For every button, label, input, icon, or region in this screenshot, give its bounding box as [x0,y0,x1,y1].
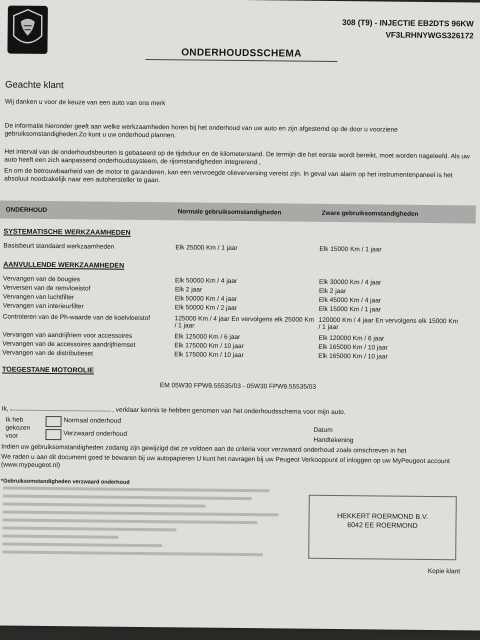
row-normal: Elk 125000 Km / 6 jaar [174,333,241,341]
greeting: Geachte klant [5,79,64,92]
normal-option-label: Normaal onderhoud [63,417,122,425]
row-task: Vervangen van interieurfilter [2,302,84,311]
row-normal: 125000 Km / 4 jaar En vervolgens elk 25000 Km / 1 jaar [174,315,315,330]
row-task: Vervangen van aandrijfriem voor accessoires [2,331,133,340]
row-task: Vervangen van de accessoires aandrijfriemset [2,340,136,349]
section-additional: AANVULLENDE WERKZAAMHEDEN [3,261,125,270]
row-normal: Elk 175000 Km / 10 jaar [174,342,244,351]
heavy-checkbox[interactable] [45,429,61,440]
signature-label: Handtekening [313,436,354,445]
row-normal: Elk 2 jaar [174,286,203,294]
normal-checkbox[interactable] [46,416,62,427]
dealer-city: 6042 EE ROERMOND [347,522,418,530]
notice-keep-document: We raden u aan dit document goed te bewaren bij uw autopapieren U kunt het navragen bij uw Peugeot Verkooppunt of inloggen op uw MyPeugeot account (www.mypeugeot.nl) [1,453,450,470]
row-heavy: Elk 120000 Km / 6 jaar [318,334,385,343]
dealer-stamp [308,495,457,561]
row-heavy: Elk 45000 Km / 4 jaar [318,296,382,305]
row-normal: Elk 25000 Km / 1 jaar [175,244,238,252]
header-heavy: Zware gebruiksomstandigheden [321,209,419,218]
row-normal: Elk 50000 Km / 2 jaar [174,304,237,312]
vehicle-vin: VF3LRHNYWGS326172 [385,30,474,41]
row-task: Verversen van de remvloeistof [2,284,91,293]
reliability-paragraph: En om de betrouwbaarheid van de motor te garanderen, kan een vervroegde olieverversing vereist zijn. In geval van alarm op het instrumentenpaneel is het absoluut noodzakelijk naar een autohersteller te gaan. [4,167,453,185]
row-heavy: Elk 30000 Km / 4 jaar [319,278,382,287]
row-heavy: Elk 165000 Km / 10 jaar [318,343,388,352]
footnote-title: *Gebruiksomstandigheden verzwaard onderhoud [0,478,130,486]
name-field[interactable] [10,410,110,412]
info-paragraph: De informatie hieronder geeft aan welke werkzaamheden horen bij het onderhoud van uw auto en zijn afgestemd op de door u voorziene gebruiksomstandigheden.Zo kunt u uw onderhoud plannen. [4,122,398,140]
header-maintenance: ONDERHOUD [5,206,48,214]
interval-paragraph: Het interval van de onderhoudsbeurten is gebaseerd op de tijdsduur en de kilometerstand. De termijn die het eerste wordt bereikt, moet worden nageleefd. Als uw auto heeft een zich aanpassend onderhoudssysteem, de rijomstandigheden integrerend , [4,148,470,167]
row-heavy: Elk 15000 Km / 1 jaar [319,245,382,254]
vehicle-model: 308 (T9) - INJECTIE EB2DTS 96KW [342,18,474,29]
header-normal: Normale gebruiksomstandigheden [177,208,282,217]
motor-oil-spec: EM 05W30 FPW9.55535/03 - 05W30 FPW9.55535/03 [159,382,317,391]
row-task: Vervangen van luchtfilter [2,293,75,302]
table-row [3,243,475,257]
row-task: Vervangen van de bougies [3,275,81,284]
declaration-line [2,406,346,417]
row-task: Vervangen van de distributieset [2,349,94,358]
row-normal: Elk 50000 Km / 4 jaar [174,295,238,303]
declaration-prefix: Ik, [1,405,9,413]
row-task: Controleren van de Ph-waarde van de koelvloeistof [2,313,151,323]
intro-paragraph: Wij danken u voor de keuze van een auto van ons merk [4,98,166,108]
row-heavy: Elk 165000 Km / 10 jaar [318,352,388,361]
row-heavy: 120000 Km / 4 jaar En vervolgens elk 15000 Km / 1 jaar [318,316,459,332]
document-title: ONDERHOUDSSCHEMA [181,47,302,60]
declaration-text: , verklaar kennis te hebben genomen van het onderhoudsschema voor mijn auto. [112,406,346,417]
row-normal: Elk 50000 Km / 4 jaar [175,277,238,285]
heavy-option-label: Verzwaard onderhoud [63,430,128,438]
section-systematic: SYSTEMATISCHE WERKZAAMHEDEN [3,228,131,237]
row-task: Basisbeurt standaard werkzaamheden [3,242,115,251]
vehicle-header [342,17,474,42]
table-header [0,200,476,223]
row-heavy: Elk 15000 Km / 1 jaar [318,305,381,314]
copy-label: Kopie klant [427,567,461,576]
row-heavy: Elk 2 jaar [318,287,347,296]
dealer-name: HEKKERT ROERMOND B.V. [337,513,429,521]
notice-criteria: Indien uw gebruiksomstandigheden zodanig zijn gewijzigd dat ze voldoen aan de criteria voor verzwaard onderhoud zoals omschreven in het [1,443,407,455]
choice-label: Ik heb gekozen voor [5,416,31,440]
row-normal: Elk 175000 Km / 10 jaar [174,351,244,360]
fine-print [2,487,293,562]
date-label: Datum [313,426,333,434]
section-motor-oil: TOEGESTANE MOTOROLIE [2,366,94,375]
